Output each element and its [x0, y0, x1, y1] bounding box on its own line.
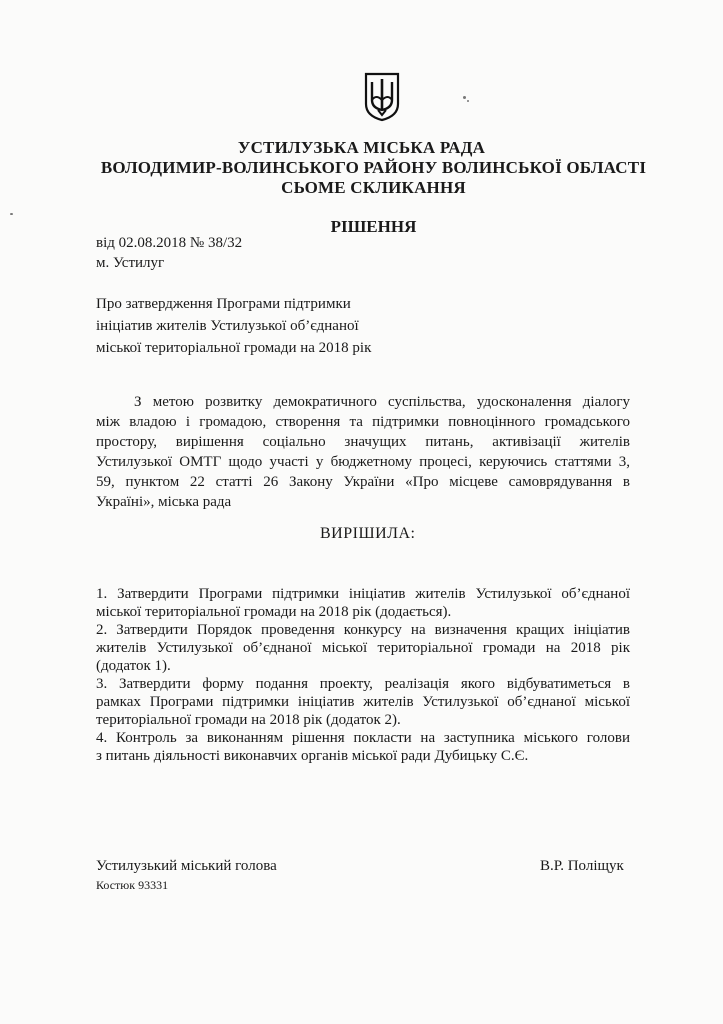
resolved-heading: ВИРІШИЛА:	[320, 525, 416, 542]
document-date: від 02.08.2018 № 38/32	[96, 235, 243, 251]
item-line: жителів Устилузької об’єднаної міської територіальної громади на 2018 рік	[96, 640, 630, 656]
preamble-line: Україні», міська рада	[96, 494, 232, 510]
subject-line: міської територіальної громади на 2018 рік	[96, 340, 372, 356]
district-name: ВОЛОДИМИР-ВОЛИНСЬКОГО РАЙОНУ ВОЛИНСЬКОЇ ОБЛАСТІ	[100, 158, 647, 177]
preamble-line: З метою розвитку демократичного суспільства, удосконалення діалогу	[134, 394, 630, 410]
item-line: територіальної громади на 2018 рік (додаток 2).	[96, 712, 401, 728]
subject-line: Про затвердження Програми підтримки	[96, 296, 351, 312]
preamble-line: простору, вирішення соціально значущих питань, активізації жителів	[96, 434, 630, 450]
preamble-line: між владою і громадою, створення та підтримки повноцінного громадського	[96, 414, 630, 430]
preamble-paragraph	[96, 392, 630, 512]
subject-line: ініціатив жителів Устилузької об’єднаної	[96, 318, 359, 334]
item-line: міської територіальної громади на 2018 рік (додається).	[96, 604, 452, 620]
preamble-line: Устилузької ОМТГ щодо участі у бюджетному процесі, керуючись статтями 3,	[96, 454, 630, 470]
item-line: 3. Затвердити форму подання проекту, реалізація якого відбуватиметься в	[96, 676, 630, 692]
council-name: УСТИЛУЗЬКА МІСЬКА РАДА	[237, 138, 486, 157]
item-line: з питань діяльності виконавчих органів міської ради Дубицьку С.Є.	[96, 748, 529, 764]
item-line: (додаток 1).	[96, 658, 171, 674]
preamble-line: 59, пунктом 22 статті 26 Закону України «Про місцеве самоврядування в	[96, 474, 630, 490]
scan-speck	[463, 96, 466, 99]
trident-emblem-icon	[362, 70, 402, 122]
item-line: 1. Затвердити Програми підтримки ініціатив жителів Устилузької об’єднаної	[96, 586, 630, 602]
executor-note: Костюк 93331	[96, 878, 169, 892]
signatory-position: Устилузький міський голова	[96, 858, 277, 874]
document-subject	[96, 293, 371, 359]
scan-speck	[467, 100, 469, 102]
item-line: рамках Програми підтримки ініціатив жителів Устилузької об’єднаної міської	[96, 694, 630, 710]
resolution-items	[96, 585, 630, 765]
item-line: 4. Контроль за виконанням рішення покласти на заступника міського голови	[96, 730, 630, 746]
convocation: СЬОМЕ СКЛИКАННЯ	[281, 178, 466, 197]
document-place: м. Устилуг	[96, 255, 165, 271]
item-line: 2. Затвердити Порядок проведення конкурсу на визначення кращих ініціатив	[96, 622, 630, 638]
signatory-name: В.Р. Поліщук	[540, 858, 624, 874]
document-title: РІШЕННЯ	[330, 217, 417, 236]
scan-speck	[10, 213, 13, 215]
